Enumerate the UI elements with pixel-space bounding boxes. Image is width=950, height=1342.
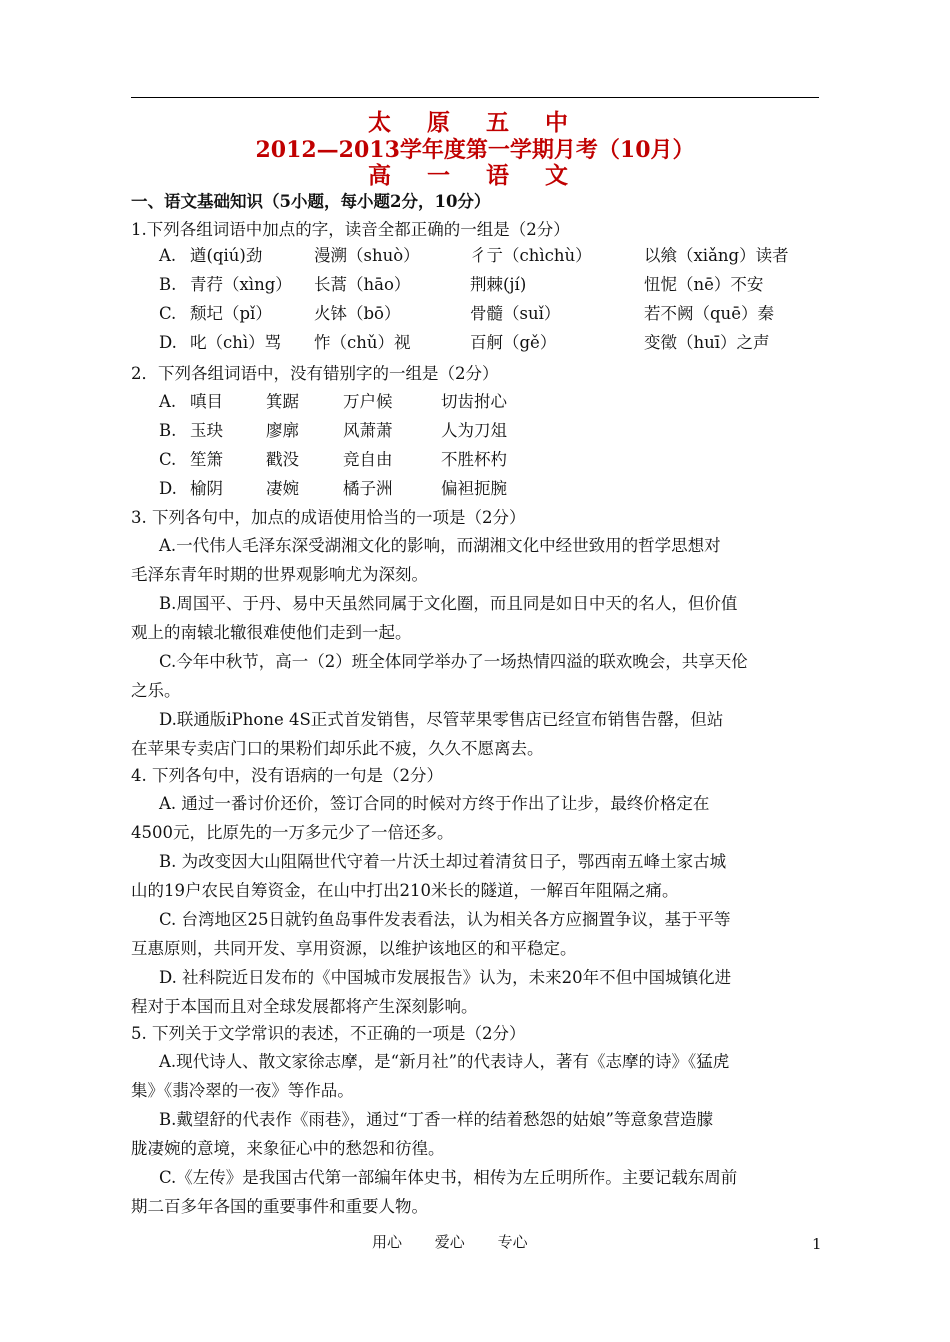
option-label: B. (159, 421, 177, 440)
option-line: D. 社科院近日发布的《中国城市发展报告》认为，未来20年不但中国城镇化进 (159, 968, 732, 987)
option-label: A. (159, 246, 177, 265)
footer-item: 专心 (497, 1233, 528, 1251)
option-term: 变徵（huī）之声 (644, 333, 770, 352)
option-line-continued: 互惠原则，共同开发、享用资源，以维护该地区的和平稳定。 (131, 939, 577, 958)
option-term: 笙箫 (190, 450, 223, 469)
option-term: 以飨（xiǎng）读者 (644, 246, 789, 265)
option-line: B.戴望舒的代表作《雨巷》，通过“丁香一样的结着愁怨的姑娘”等意象营造朦 (159, 1110, 713, 1129)
option-term: 长蒿（hāo） (314, 275, 411, 294)
footer-item: 爱心 (434, 1233, 465, 1251)
option-line-continued: 期二百多年各国的重要事件和重要人物。 (131, 1197, 428, 1216)
option-term: 人为刀俎 (441, 421, 507, 440)
option-line: B.周国平、于丹、易中天虽然同属于文化圈，而且同是如日中天的名人，但价值 (159, 594, 738, 613)
option-label: C. (159, 304, 177, 323)
option-term: 骨髓（suǐ） (470, 304, 561, 323)
option-line: D.联通版iPhone 4S正式首发销售，尽管苹果零售店已经宣布销售告罄，但站 (159, 710, 724, 729)
school-name: 太 原 五 中 (367, 109, 583, 136)
option-line: B. 为改变因大山阻隔世代守着一片沃土却过着清贫日子，鄂西南五峰土家古城 (159, 852, 727, 871)
option-term: 颓圮（pǐ） (190, 304, 272, 323)
option-line: A. 通过一番讨价还价，签订合同的时候对方终于作出了让步，最终价格定在 (159, 794, 710, 813)
option-term: 荆棘(jí) (470, 275, 527, 294)
option-line-continued: 胧凄婉的意境，来象征心中的愁怨和彷徨。 (131, 1139, 445, 1158)
option-label: B. (159, 275, 177, 294)
option-line-continued: 集》《翡冷翠的一夜》等作品。 (131, 1081, 354, 1100)
option-term: 若不阙（quē）秦 (644, 304, 774, 323)
option-line-continued: 观上的南辕北辙很难使他们走到一起。 (131, 623, 412, 642)
option-line-continued: 山的19户农民自筹资金，在山中打出210米长的隧道，一解百年阻隔之痛。 (131, 881, 679, 900)
option-term: 万户候 (343, 392, 393, 411)
option-term: 火钵（bō） (314, 304, 401, 323)
option-term: 忸怩（nē）不安 (644, 275, 764, 294)
page-number: 1 (812, 1235, 822, 1253)
q5-stem: 5. 下列关于文学常识的表述，不正确的一项是（2分） (131, 1024, 526, 1043)
option-line: C.今年中秋节，高一（2）班全体同学举办了一场热情四溢的联欢晚会，共享天伦 (159, 652, 748, 671)
footer-item: 用心 (372, 1233, 403, 1251)
option-term: 风萧萧 (343, 421, 393, 440)
option-term: 戳没 (266, 450, 299, 469)
q3-stem: 3. 下列各句中，加点的成语使用恰当的一项是（2分） (131, 508, 526, 527)
option-term: 箕踞 (266, 392, 299, 411)
section-1-heading: 一、语文基础知识（5小题，每小题2分，10分） (131, 192, 491, 211)
option-line-continued: 4500元，比原先的一万多元少了一倍还多。 (131, 823, 454, 842)
option-line: A.一代伟人毛泽东深受湖湘文化的影响，而湖湘文化中经世致用的哲学思想对 (159, 536, 721, 555)
option-term: 切齿拊心 (441, 392, 507, 411)
option-term: 百舸（gě） (470, 333, 557, 352)
exam-title: 2012—2013学年度第一学期月考（10月） (255, 137, 695, 163)
option-term: 嗔目 (190, 392, 223, 411)
header-rule (131, 97, 819, 98)
option-term: 榆阴 (190, 479, 223, 498)
option-line-continued: 在苹果专卖店门口的果粉们却乐此不疲，久久不愿离去。 (131, 739, 544, 758)
option-term: 橘子洲 (343, 479, 393, 498)
option-term: 凄婉 (266, 479, 299, 498)
option-term: 廖廓 (266, 421, 299, 440)
option-label: A. (159, 392, 177, 411)
option-term: 竞自由 (343, 450, 393, 469)
option-label: D. (159, 479, 177, 498)
q4-stem: 4. 下列各句中，没有语病的一句是（2分） (131, 766, 443, 785)
option-label: D. (159, 333, 177, 352)
option-term: 偏袒扼腕 (441, 479, 507, 498)
option-term: 怍（chǔ）视 (314, 333, 411, 352)
option-line: A.现代诗人、散文家徐志摩，是“新月社”的代表诗人，著有《志摩的诗》《猛虎 (159, 1052, 730, 1071)
subject-title: 高 一 语 文 (367, 162, 583, 189)
option-line-continued: 程对于本国而且对全球发展都将产生深刻影响。 (131, 997, 478, 1016)
option-term: 遒(qiú)劲 (190, 246, 263, 265)
option-line: C. 台湾地区25日就钓鱼岛事件发表看法，认为相关各方应搁置争议，基于平等 (159, 910, 731, 929)
option-term: 漫溯（shuò） (314, 246, 420, 265)
option-term: 不胜杯杓 (441, 450, 507, 469)
q2-stem: 2．下列各组词语中，没有错别字的一组是（2分） (131, 364, 499, 383)
q1-stem: 1.下列各组词语中加点的字，读音全都正确的一组是（2分） (131, 220, 570, 239)
option-line-continued: 毛泽东青年时期的世界观影响尤为深刻。 (131, 565, 428, 584)
page-footer (372, 1232, 556, 1252)
option-term: 玉玦 (190, 421, 223, 440)
option-term: 彳亍（chìchù） (470, 246, 592, 265)
option-label: C. (159, 450, 177, 469)
option-term: 叱（chì）骂 (190, 333, 282, 352)
option-term: 青荇（xìng） (190, 275, 292, 294)
option-line: C.《左传》是我国古代第一部编年体史书，相传为左丘明所作。主要记载东周前 (159, 1168, 738, 1187)
option-line-continued: 之乐。 (131, 681, 181, 700)
